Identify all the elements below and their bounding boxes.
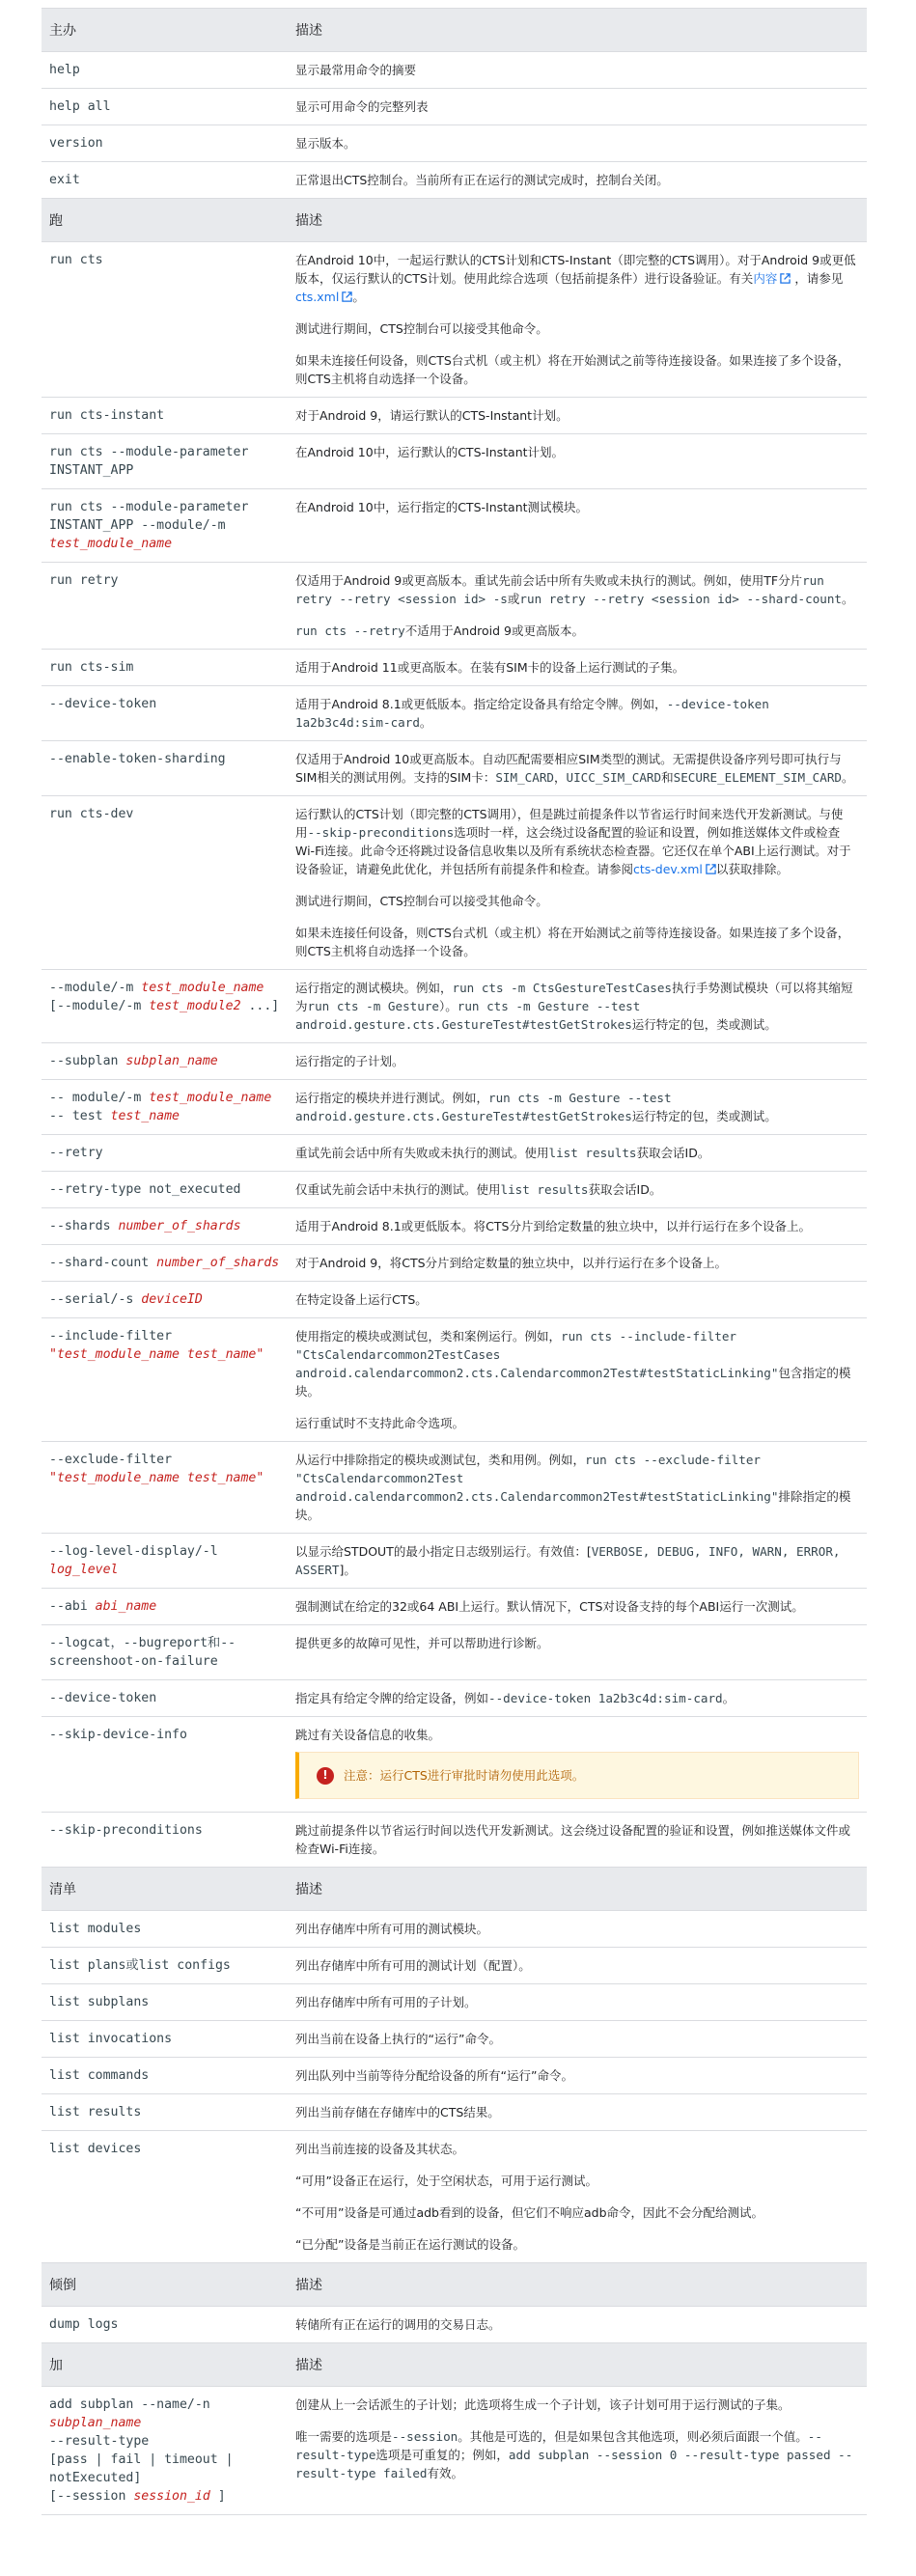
table-row (42, 563, 867, 650)
table-row (42, 1282, 867, 1318)
text: ）。 (439, 999, 458, 1013)
text: 使用指定的模块或测试包，类和案例运行。例如， (295, 1329, 562, 1343)
code: list results (500, 1182, 589, 1197)
cts-xml-link[interactable] (295, 290, 352, 304)
variable: test_name (110, 1109, 180, 1123)
text: --serial/-s (49, 1292, 134, 1307)
command-cell: list results (42, 2094, 288, 2131)
command-cell: run cts-dev (42, 796, 288, 970)
command-cell: --enable-token-sharding (42, 741, 288, 796)
command-cell (42, 1245, 288, 1282)
command-cell (42, 1080, 288, 1135)
table-row (42, 125, 867, 162)
description-cell (288, 686, 867, 741)
table-row (42, 489, 867, 563)
description-cell (288, 1534, 867, 1589)
table-row (42, 398, 867, 434)
table-row (42, 2307, 867, 2343)
command-reference (42, 8, 867, 2515)
table-row (42, 2058, 867, 2094)
description-cell: 转储所有正在运行的调用的交易日志。 (288, 2307, 867, 2343)
table-row (42, 2387, 867, 2515)
table-row (42, 2131, 867, 2263)
description-cell (288, 2387, 867, 2515)
code: SECURE_ELEMENT_SIM_CARD (673, 770, 842, 785)
code: --session (392, 2429, 458, 2444)
description-cell (288, 1318, 867, 1442)
description-cell: 在Android 10中，运行指定的CTS-Instant测试模块。 (288, 489, 867, 563)
code: list results (548, 1146, 637, 1160)
text: ]。 (339, 1563, 356, 1577)
command-cell (42, 1534, 288, 1589)
table-row (42, 1208, 867, 1245)
external-link-icon (780, 273, 791, 284)
text: run cts --module-parameter INSTANT_APP --module/-m (49, 500, 249, 533)
table-row (42, 2021, 867, 2058)
variable: test_module_name (141, 981, 264, 995)
text: 。 (842, 770, 854, 785)
text: --exclude-filter (49, 1453, 173, 1467)
section-header-list (42, 1868, 867, 1911)
text: 运行指定的测试模块。例如， (295, 981, 453, 995)
description-cell: 强制测试在给定的32或64 ABI上运行。默认情况下，CTS对设备支持的每个ABI运行一次测试。 (288, 1589, 867, 1625)
text: 运行默认的CTS计划（即完整的CTS调用），但是跳过前提条件以节省运行时间来迭代开发新测试。与使用 (295, 807, 844, 840)
description-cell (288, 242, 867, 398)
command-cell (42, 1208, 288, 1245)
paragraph: 如果未连接任何设备，则CTS台式机（或主机）将在开始测试之前等待连接设备。如果连接了多个设备，则CTS主机将自动选择一个设备。 (295, 926, 850, 958)
variable: number_of_shards (118, 1219, 241, 1233)
text: --include-filter (49, 1329, 173, 1343)
description-cell (288, 1080, 867, 1135)
command-cell: version (42, 125, 288, 162)
table-row (42, 970, 867, 1043)
text: 以显示给STDOUT的最小指定日志级别运行。有效值：[ (295, 1544, 592, 1559)
table-row (42, 1984, 867, 2021)
code: run cts -m CtsGestureTestCases (452, 981, 672, 995)
description-cell: 显示版本。 (288, 125, 867, 162)
command-cell: exit (42, 162, 288, 199)
paragraph: 跳过有关设备信息的收集。 (295, 1728, 441, 1742)
variable: test_module2 (149, 999, 241, 1013)
description-cell: 显示最常用命令的摘要 (288, 52, 867, 89)
code: --skip-preconditions (307, 825, 455, 840)
text: -- module/-m (49, 1091, 142, 1105)
text: 选项时一样，这会绕过设备配置的验证和设置，例如推送媒体文件或检查Wi-Fi连接。此命令还将跳过设备信息收集以及所有系统状态检查器。它还仅在单个ABI上运行测试。对于设备验证，请避免此优化，并包括所有前提条件和检查。请参阅 (295, 825, 851, 876)
description-cell: 跳过前提条件以节省运行时间以迭代开发新测试。这会绕过设备配置的验证和设置，例如推送媒体文件或检查Wi-Fi连接。 (288, 1813, 867, 1868)
text: 适用于Android 8.1或更低版本。指定给定设备具有给定令牌。例如， (295, 697, 667, 711)
command-cell: help all (42, 89, 288, 125)
description-cell (288, 2131, 867, 2263)
variable: test_module_name (149, 1091, 272, 1105)
text: ，请参见 (794, 271, 844, 286)
section-header-host (42, 9, 867, 52)
description-cell (288, 1172, 867, 1208)
paragraph: 列出当前连接的设备及其状态。 (295, 2142, 465, 2156)
text: 排除指定的模块。 (295, 1489, 851, 1522)
code: UICC_SIM_CARD (566, 770, 662, 785)
table-row (42, 1589, 867, 1625)
text: --shards (49, 1219, 111, 1233)
command-cell: --skip-preconditions (42, 1813, 288, 1868)
paragraph: 测试进行期间，CTS控制台可以接受其他命令。 (295, 321, 548, 336)
text: 以获取排除。 (715, 862, 789, 876)
text: 指定具有给定令牌的给定设备，例如 (295, 1691, 489, 1705)
description-cell: 在Android 10中，运行默认的CTS-Instant计划。 (288, 434, 867, 489)
table-row (42, 1717, 867, 1813)
variable: session_id (133, 2489, 210, 2504)
paragraph: 测试进行期间，CTS控制台可以接受其他命令。 (295, 894, 548, 908)
paragraph: “不可用”设备是可通过adb看到的设备，但它们不响应adb命令，因此不会分配给测试。 (295, 2205, 764, 2220)
text: -- test (49, 1109, 103, 1123)
command-cell (42, 1442, 288, 1534)
header-col1: 倾倒 (42, 2263, 288, 2307)
code: run cts -m Gesture (307, 999, 439, 1013)
text: 。 (352, 290, 365, 304)
cts-dev-xml-link[interactable] (633, 862, 716, 876)
external-link-icon (706, 864, 716, 874)
command-cell (42, 1043, 288, 1080)
text: add subplan --name/-n (49, 2397, 210, 2412)
command-cell: dump logs (42, 2307, 288, 2343)
text: 重试先前会话中所有失败或未执行的测试。使用 (295, 1146, 549, 1160)
description-cell: 对于Android 9，将CTS分片到给定数量的独立块中，以并行运行在多个设备上。 (288, 1245, 867, 1282)
command-cell: list subplans (42, 1984, 288, 2021)
paragraph: 如果未连接任何设备，则CTS台式机（或主机）将在开始测试之前等待连接设备。如果连接了多个设备，则CTS主机将自动选择一个设备。 (295, 353, 850, 386)
text: 在Android 10中，一起运行默认的CTS计划和CTS-Instant（即完整的CTS调用）。对于Android 9或更低版本，仅运行默认的CTS计划。使用此综合选项（包括前提条件）进行设备验证。有关 (295, 253, 856, 286)
description-cell: 适用于Android 8.1或更低版本。将CTS分片到给定数量的独立块中，以并行运行在多个设备上。 (288, 1208, 867, 1245)
command-cell: help (42, 52, 288, 89)
description-cell: 列出当前存储在存储库中的CTS结果。 (288, 2094, 867, 2131)
table-row (42, 1043, 867, 1080)
paragraph: “可用”设备正在运行，处于空闲状态，可用于运行测试。 (295, 2174, 597, 2188)
warning-icon: ! (317, 1767, 334, 1785)
command-cell (42, 1282, 288, 1318)
header-col1: 加 (42, 2343, 288, 2387)
variable: subplan_name (125, 1054, 218, 1068)
text: --shard-count (49, 1256, 150, 1270)
command-cell: --device-token (42, 1680, 288, 1717)
command-cell: run retry (42, 563, 288, 650)
section-header-add (42, 2343, 867, 2387)
paragraph: 创建从上一会话派生的子计划；此选项将生成一个子计划，该子计划可用于运行测试的子集。 (295, 2397, 791, 2412)
header-col1: 跑 (42, 199, 288, 242)
description-cell (288, 1717, 867, 1813)
text: 包含指定的模块。 (295, 1366, 851, 1399)
header-col2: 描述 (288, 199, 867, 242)
text: --subplan (49, 1054, 119, 1068)
description-cell: 列出队列中当前等待分配给设备的所有“运行”命令。 (288, 2058, 867, 2094)
description-cell (288, 796, 867, 970)
code: --device-token 1a2b3c4d:sim-card (295, 697, 769, 730)
table-row (42, 1245, 867, 1282)
text: 。 (722, 1691, 736, 1705)
table-row (42, 1534, 867, 1589)
text: 运行指定的模块并进行测试。例如， (295, 1091, 489, 1105)
table-row (42, 89, 867, 125)
command-cell: run cts --module-parameter INSTANT_APP (42, 434, 288, 489)
text: ] (217, 2489, 226, 2504)
table-row (42, 1911, 867, 1948)
description-cell (288, 563, 867, 650)
table-row (42, 686, 867, 741)
table-row (42, 796, 867, 970)
table-row (42, 242, 867, 398)
header-col2: 描述 (288, 2263, 867, 2307)
command-cell: list invocations (42, 2021, 288, 2058)
command-cell: list plans或list configs (42, 1948, 288, 1984)
variable: "test_module_name test_name" (49, 1471, 264, 1485)
text: --abi (49, 1599, 88, 1614)
text: 执行手势测试模块（可以将其缩短为 (295, 981, 853, 1013)
command-cell: --retry-type not_executed (42, 1172, 288, 1208)
header-col2: 描述 (288, 9, 867, 52)
text: --log-level-display/-l (49, 1544, 218, 1559)
table-row (42, 1680, 867, 1717)
text: 运行特定的包，类或测试。 (631, 1017, 777, 1032)
text: 有效。 (427, 2466, 463, 2480)
link-label: cts-dev.xml (633, 862, 703, 876)
table-row (42, 1135, 867, 1172)
command-cell (42, 1589, 288, 1625)
table-row (42, 1625, 867, 1680)
link-label: cts.xml (295, 290, 340, 304)
header-col1: 清单 (42, 1868, 288, 1911)
text: [--session (49, 2489, 126, 2504)
table-row (42, 52, 867, 89)
description-cell (288, 1680, 867, 1717)
description-cell: 列出当前在设备上执行的“运行”命令。 (288, 2021, 867, 2058)
command-cell: list devices (42, 2131, 288, 2263)
command-cell (42, 970, 288, 1043)
command-cell: run cts-instant (42, 398, 288, 434)
variable: deviceID (141, 1292, 203, 1307)
description-cell: 显示可用命令的完整列表 (288, 89, 867, 125)
text: 和 (661, 770, 674, 785)
code: run cts --exclude-filter "CtsCalendarcommon2Test android.calendarcommon2.cts.Calendarcommon2Test#testStaticLinking" (295, 1453, 779, 1504)
text: 。 (419, 715, 432, 730)
description-cell: 适用于Android 11或更高版本。在装有SIM卡的设备上运行测试的子集。 (288, 650, 867, 686)
table-row (42, 1172, 867, 1208)
code: run cts --retry (295, 623, 405, 638)
description-cell: 在特定设备上运行CTS。 (288, 1282, 867, 1318)
text: 选项是可重复的；例如， (375, 2448, 509, 2462)
link-label: 内容 (753, 271, 778, 286)
text: 唯一需要的选项是 (295, 2429, 393, 2444)
command-cell: --logcat，--bugreport和--screenshoot-on-failure (42, 1625, 288, 1680)
command-cell: run cts (42, 242, 288, 398)
text: 仅重试先前会话中未执行的测试。使用 (295, 1182, 501, 1197)
variable: subplan_name (49, 2416, 142, 2430)
code: VERBOSE, DEBUG, INFO, WARN, ERROR, ASSERT (295, 1544, 841, 1577)
code: run retry --retry <session id> -s (295, 573, 824, 606)
warning-text: 注意：运行CTS进行审批时请勿使用此选项。 (344, 1768, 585, 1783)
table-row (42, 1080, 867, 1135)
text: 从运行中排除指定的模块或测试包，类和用例。例如， (295, 1453, 586, 1467)
cts-command-table (42, 8, 867, 2515)
description-cell: 列出存储库中所有可用的测试计划（配置）。 (288, 1948, 867, 1984)
code: run cts -m Gesture --test android.gesture.cts.GestureTest#testGetStrokes (295, 1091, 672, 1123)
text: 运行特定的包，类或测试。 (631, 1109, 777, 1123)
table-row (42, 741, 867, 796)
section-header-dump (42, 2263, 867, 2307)
content-link[interactable] (753, 271, 791, 286)
table-row (42, 2094, 867, 2131)
text: [pass | fail | timeout | notExecuted] (49, 2452, 234, 2485)
description-cell (288, 741, 867, 796)
variable: test_module_name (49, 537, 173, 551)
text: 获取会话ID。 (636, 1146, 710, 1160)
command-cell: run cts-sim (42, 650, 288, 686)
table-row (42, 1948, 867, 1984)
header-col1: 主办 (42, 9, 288, 52)
text: 。其他是可选的，但是如果包含其他选项，则必须后面跟一个值。 (458, 2429, 808, 2444)
description-cell: 提供更多的故障可见性，并可以帮助进行诊断。 (288, 1625, 867, 1680)
variable: "test_module_name test_name" (49, 1347, 264, 1362)
command-cell: --skip-device-info (42, 1717, 288, 1813)
description-cell (288, 1135, 867, 1172)
description-cell: 正常退出CTS控制台。当前所有正在运行的测试完成时，控制台关闭。 (288, 162, 867, 199)
command-cell: list commands (42, 2058, 288, 2094)
paragraph: “已分配”设备是当前正在运行测试的设备。 (295, 2237, 525, 2252)
description-cell: 运行指定的子计划。 (288, 1043, 867, 1080)
command-cell: --retry (42, 1135, 288, 1172)
description-cell (288, 970, 867, 1043)
text: --result-type (49, 2434, 150, 2449)
warning-callout (295, 1752, 859, 1799)
description-cell: 对于Android 9，请运行默认的CTS-Instant计划。 (288, 398, 867, 434)
code: SIM_CARD (495, 770, 554, 785)
text: ...] (248, 999, 280, 1013)
text: --module/-m (49, 981, 134, 995)
header-col2: 描述 (288, 2343, 867, 2387)
table-row (42, 162, 867, 199)
command-cell (42, 2387, 288, 2515)
paragraph: 运行重试时不支持此命令选项。 (295, 1416, 465, 1430)
description-cell: 列出存储库中所有可用的子计划。 (288, 1984, 867, 2021)
variable: abi_name (95, 1599, 157, 1614)
table-row (42, 1813, 867, 1868)
variable: log_level (49, 1563, 119, 1577)
code: --result-type (295, 2429, 822, 2462)
text: 获取会话ID。 (588, 1182, 662, 1197)
external-link-icon (342, 291, 352, 302)
code: --device-token 1a2b3c4d:sim-card (488, 1691, 723, 1705)
code: run cts -m Gesture --test android.gesture.cts.GestureTest#testGetStrokes (295, 999, 641, 1032)
table-row (42, 1442, 867, 1534)
table-row (42, 650, 867, 686)
table-row (42, 434, 867, 489)
command-cell (42, 1318, 288, 1442)
table-row (42, 1318, 867, 1442)
code: run cts --include-filter "CtsCalendarcommon2TestCases android.calendarcommon2.cts.Calendarcommon2Test#testStaticLinking" (295, 1329, 779, 1380)
description-cell: 列出存储库中所有可用的测试模块。 (288, 1911, 867, 1948)
description-cell (288, 1442, 867, 1534)
header-col2: 描述 (288, 1868, 867, 1911)
code: add subplan --session 0 --result-type passed --result-type failed (295, 2448, 853, 2480)
text: ， (554, 770, 567, 785)
code: run retry --retry <session id> --shard-count (519, 592, 843, 606)
text: 仅适用于Android 10或更高版本。自动匹配需要相应SIM类型的测试。无需提供设备序列号即可执行与SIM相关的测试用例。支持的SIM卡： (295, 752, 842, 785)
text: 或 (507, 592, 520, 606)
command-cell: list modules (42, 1911, 288, 1948)
variable: number_of_shards (156, 1256, 280, 1270)
command-cell (42, 489, 288, 563)
command-cell: --device-token (42, 686, 288, 741)
text: 仅适用于Android 9或更高版本。重试先前会话中所有失败或未执行的测试。例如，使用TF分片 (295, 573, 803, 588)
text: 不适用于Android 9或更高版本。 (404, 623, 584, 638)
text: [--module/-m (49, 999, 142, 1013)
section-header-run (42, 199, 867, 242)
text: 。 (842, 592, 854, 606)
